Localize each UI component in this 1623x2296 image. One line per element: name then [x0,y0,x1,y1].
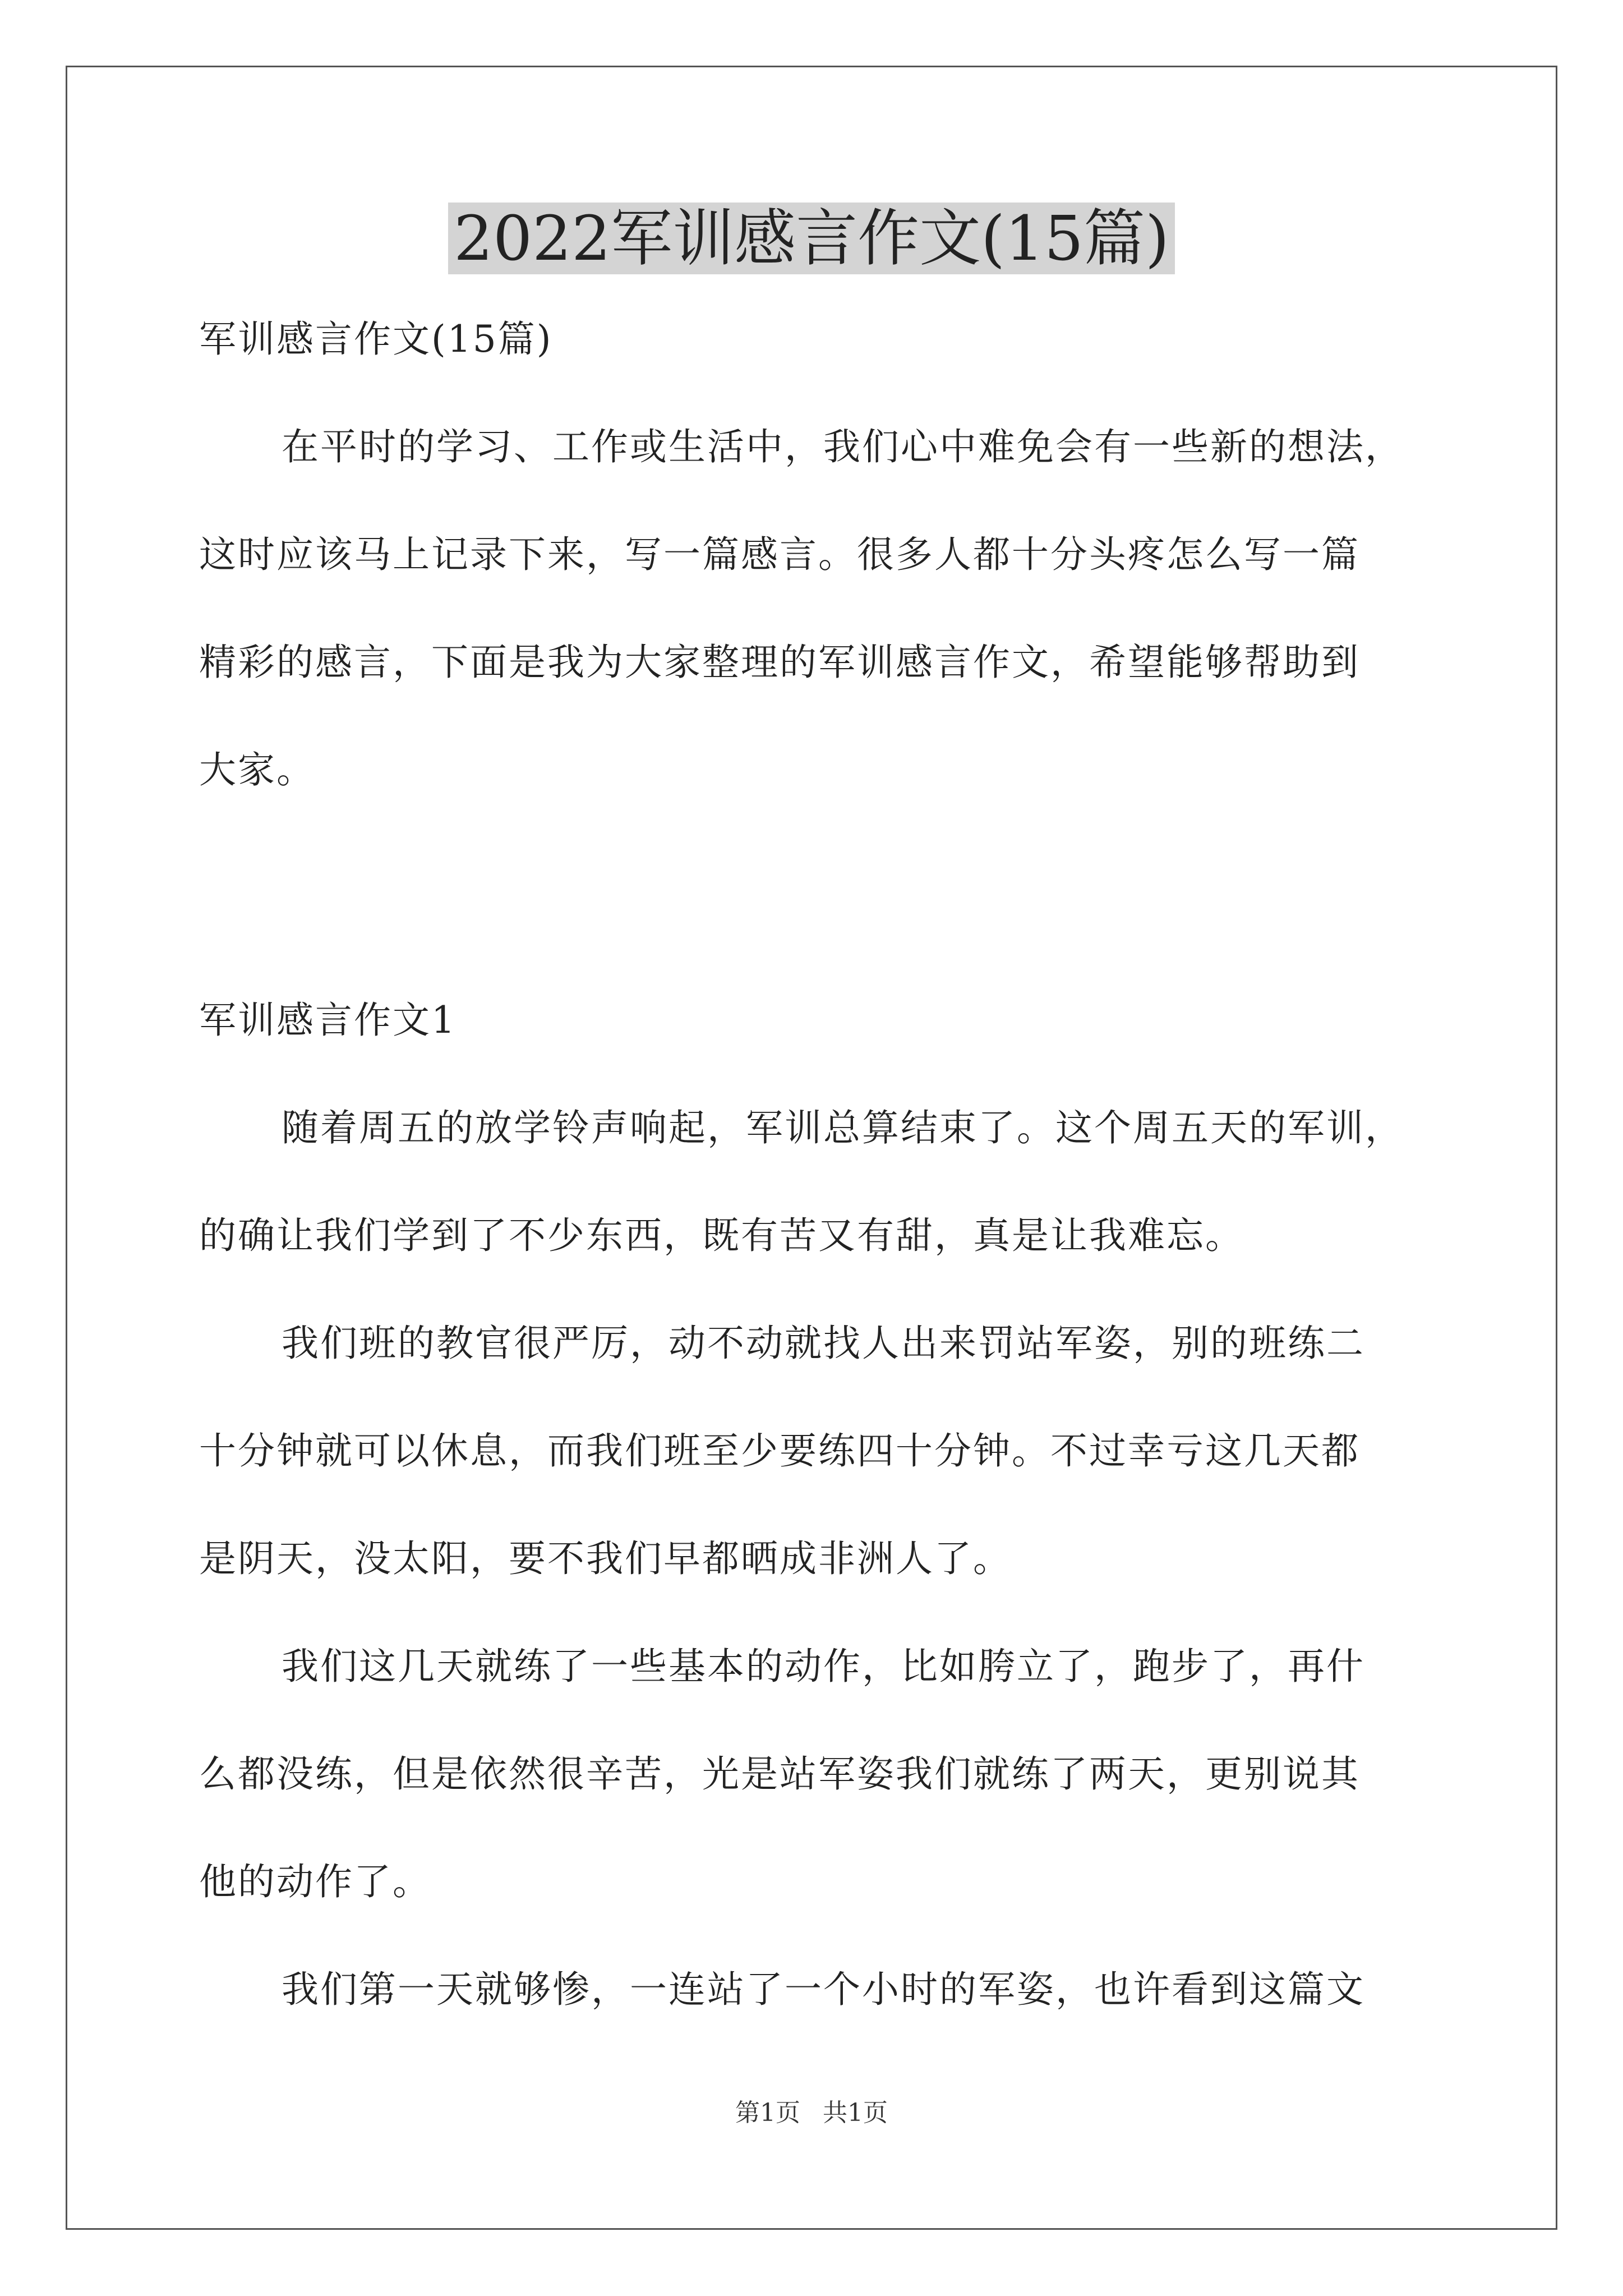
paragraph-line: 随着周五的放学铃声响起，军训总算结束了。这个周五天的军训， [282,1106,1404,1149]
paragraph-line: 我们班的教官很严厉，动不动就找人出来罚站军姿，别的班练二 [282,1322,1365,1365]
intro-line: 大家。 [199,748,315,792]
page-footer [0,2096,1623,2130]
paragraph-line: 的确让我们学到了不少东西，既有苦又有甜，真是让我难忘。 [199,1214,1244,1257]
intro-line: 精彩的感言，下面是我为大家整理的军训感言作文，希望能够帮助到 [199,641,1360,684]
page-total: 共1页 [823,2099,888,2127]
document-subtitle: 军训感言作文(15篇) [199,318,553,361]
paragraph-line: 是阴天，没太阳，要不我们早都晒成非洲人了。 [199,1537,1012,1580]
paragraph-line: 十分钟就可以休息，而我们班至少要练四十分钟。不过幸亏这几天都 [199,1429,1360,1473]
intro-line: 这时应该马上记录下来，写一篇感言。很多人都十分头疼怎么写一篇 [199,533,1360,576]
page-number: 第1页 [735,2099,800,2127]
paragraph-line: 我们第一天就够惨，一连站了一个小时的军姿，也许看到这篇文 [282,1968,1365,2011]
paragraph-line: 他的动作了。 [199,1860,431,1903]
document-title: 2022军训感言作文(15篇) [0,199,1623,278]
section-heading: 军训感言作文1 [199,999,457,1042]
paragraph-line: 我们这几天就练了一些基本的动作，比如胯立了，跑步了，再什 [282,1645,1365,1688]
paragraph-line: 么都没练，但是依然很辛苦，光是站军姿我们就练了两天，更别说其 [199,1752,1360,1796]
intro-line: 在平时的学习、工作或生活中，我们心中难免会有一些新的想法， [282,425,1404,468]
